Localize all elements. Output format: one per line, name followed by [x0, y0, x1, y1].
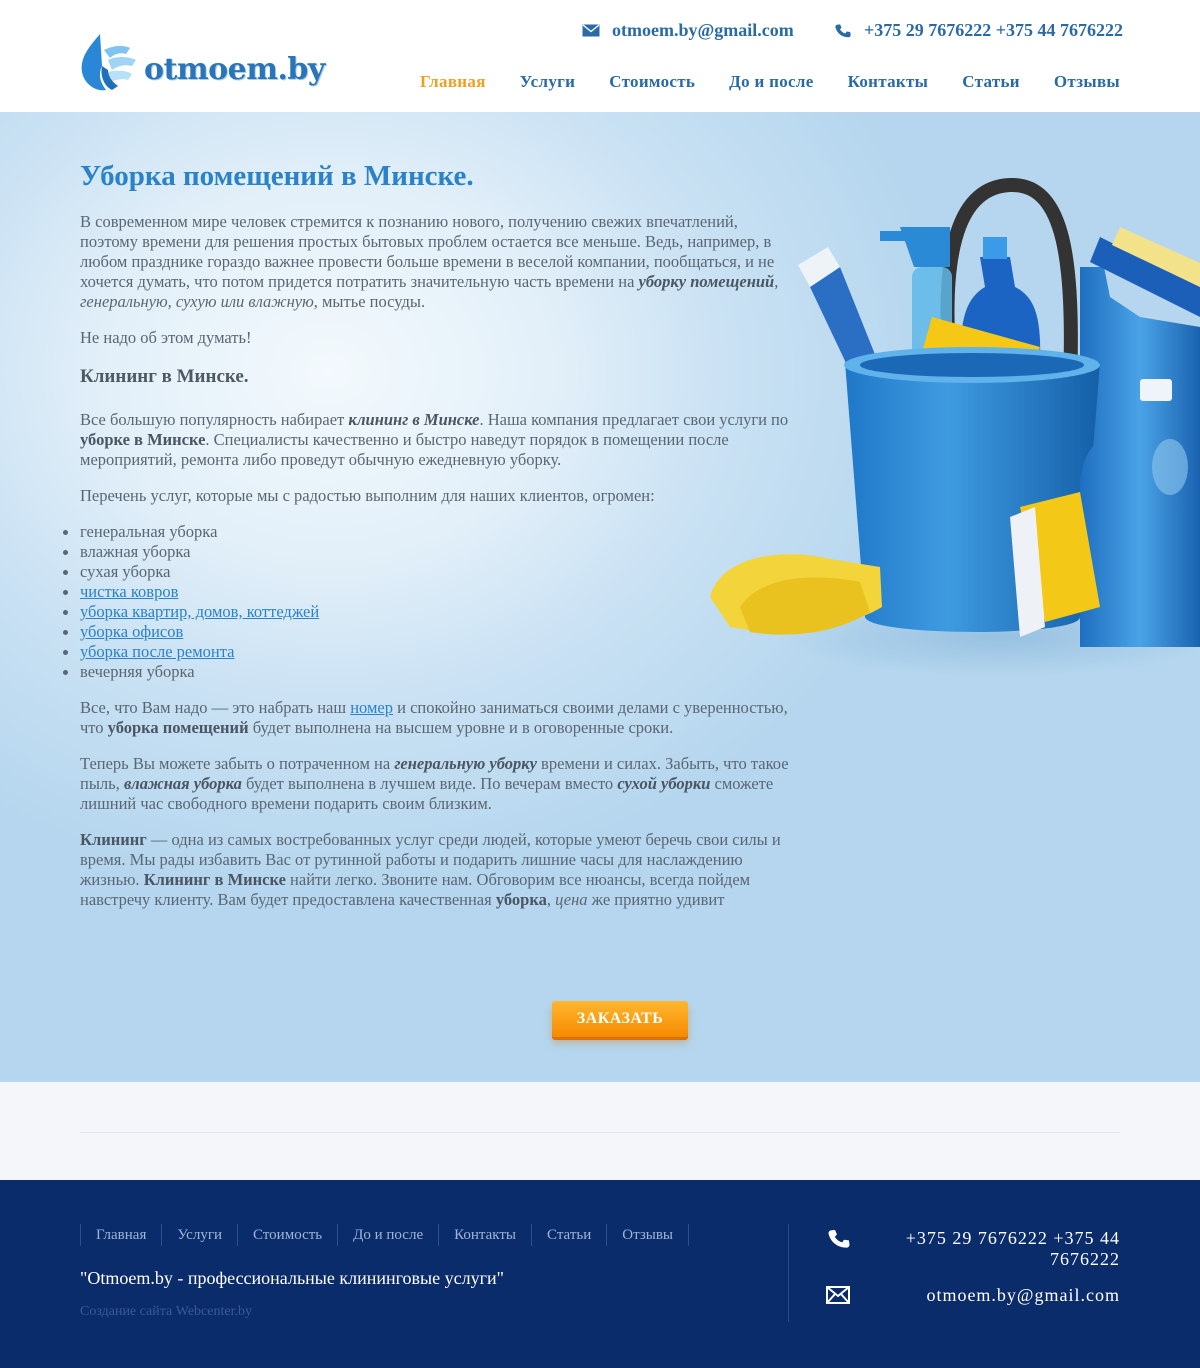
- header-phone[interactable]: [832, 20, 1123, 41]
- footer-email[interactable]: otmoem.by@gmail.com: [926, 1285, 1120, 1305]
- nav-item-reviews[interactable]: Отзывы: [1053, 72, 1120, 91]
- footer-divider: [788, 1224, 789, 1322]
- service-link-offices[interactable]: уборка офисов: [80, 622, 184, 641]
- site-header: [0, 0, 1200, 112]
- footer-nav-item-prices[interactable]: Стоимость: [237, 1224, 337, 1246]
- footer-nav: [80, 1224, 689, 1246]
- phone-number-link[interactable]: номер: [350, 698, 393, 717]
- tagline-paragraph: Не надо об этом думать!: [80, 328, 252, 347]
- list-item: влажная уборка: [80, 542, 790, 562]
- closing-paragraph: Клининг — одна из самых востребованных услуг среди людей, которые умеют беречь свои силы и время. Мы рады избавить Вас от рутинной работы и подарить лишние часы для наслаждению жизнью. Клининг в Минске найти легко. Звоните нам. Обговорим все нюансы, всегда пойдем навстречу клиенту. Вам будет предоставлена качественная уборка, цена же приятно удивит: [80, 830, 781, 909]
- cleaning-paragraph: Все большую популярность набирает клининг в Минске. Наша компания предлагает свои услуги по уборке в Минске. Специалисты качественно и быстро наведут порядок в помещении после мероприятий, ремонта либо проведут обычную ежедневную уборку.: [80, 410, 789, 469]
- services-intro: Перечень услуг, которые мы с радостью выполним для наших клиентов, огромен:: [80, 486, 655, 505]
- site-footer: [0, 1180, 1200, 1368]
- site-logo[interactable]: [78, 30, 325, 96]
- nav-item-prices[interactable]: Стоимость: [609, 72, 696, 91]
- section-subtitle: Клининг в Минске.: [80, 366, 249, 387]
- service-link-after-repair[interactable]: уборка после ремонта: [80, 642, 235, 661]
- list-item: сухая уборка: [80, 562, 790, 582]
- nav-item-home[interactable]: Главная: [419, 72, 486, 91]
- separator-strip: [0, 1082, 1200, 1180]
- footer-slogan: "Otmoem.by - профессиональные клининговые услуги": [80, 1268, 504, 1288]
- nav-item-services[interactable]: Услуги: [519, 72, 576, 91]
- list-item-link: [80, 602, 790, 622]
- footer-credit-link[interactable]: Создание сайта Webcenter.by: [80, 1304, 252, 1319]
- footer-nav-item-home[interactable]: Главная: [80, 1224, 161, 1246]
- footer-nav-item-reviews[interactable]: Отзывы: [606, 1224, 689, 1246]
- nav-item-contacts[interactable]: Контакты: [847, 72, 929, 91]
- divider: [80, 1132, 1120, 1133]
- list-item-link: [80, 582, 790, 602]
- main-nav: [420, 72, 1120, 92]
- list-item: генеральная уборка: [80, 522, 790, 542]
- service-link-carpet[interactable]: чистка ковров: [80, 582, 179, 601]
- footer-nav-item-articles[interactable]: Статьи: [531, 1224, 606, 1246]
- page-title: Уборка помещений в Минске.: [80, 160, 474, 192]
- header-email[interactable]: [580, 20, 794, 41]
- footer-nav-item-services[interactable]: Услуги: [161, 1224, 237, 1246]
- list-item: вечерняя уборка: [80, 662, 790, 682]
- call-paragraph: Все, что Вам надо — это набрать наш номер и спокойно заниматься своими делами с уверенностью, что уборка помещений будет выполнена на высшем уровне и в оговоренные сроки.: [80, 698, 788, 737]
- services-list: [80, 522, 790, 682]
- footer-nav-item-before-after[interactable]: До и после: [337, 1224, 438, 1246]
- nav-item-articles[interactable]: Статьи: [962, 72, 1020, 91]
- footer-nav-item-contacts[interactable]: Контакты: [438, 1224, 531, 1246]
- header-email-text: otmoem.by@gmail.com: [612, 20, 794, 40]
- footer-phone[interactable]: +375 29 7676222 +375 44 7676222: [905, 1228, 1120, 1269]
- service-link-apartments[interactable]: уборка квартир, домов, коттеджей: [80, 602, 320, 621]
- list-item-link: [80, 622, 790, 642]
- logo-hand-icon: [78, 30, 148, 96]
- header-phone-text: +375 29 7676222 +375 44 7676222: [864, 20, 1124, 40]
- phone-icon: [828, 1228, 850, 1255]
- list-item-link: [80, 642, 790, 662]
- phone-icon: [832, 23, 854, 39]
- mail-icon: [580, 23, 602, 39]
- nav-item-before-after[interactable]: До и после: [729, 72, 814, 91]
- logo-text: otmoem.by: [144, 52, 325, 87]
- intro-paragraph: В современном мире человек стремится к познанию нового, получению свежих впечатлений, поэтому времени для решения простых бытовых проблем остается все меньше. Ведь, например, в любом празднике гораздо важнее провести больше времени в веселой компании, пообщаться, и не хочется думать, что потом придется потратить значительную часть времени на уборку помещений, генеральную, сухую или влажную, мытье посуды.: [80, 212, 779, 311]
- order-button[interactable]: ЗАКАЗАТЬ: [552, 1001, 688, 1037]
- benefits-paragraph: Теперь Вы можете забыть о потраченном на генеральную уборку времени и силах. Забыть, что такое пыль, влажная уборка будет выполнена в лучшем виде. По вечерам вместо сухой уборки сможете лишний час свободного времени подарить своим близким.: [80, 754, 789, 813]
- mail-icon: [826, 1286, 850, 1309]
- main-content: [80, 156, 790, 926]
- hero-section: [0, 112, 1200, 1082]
